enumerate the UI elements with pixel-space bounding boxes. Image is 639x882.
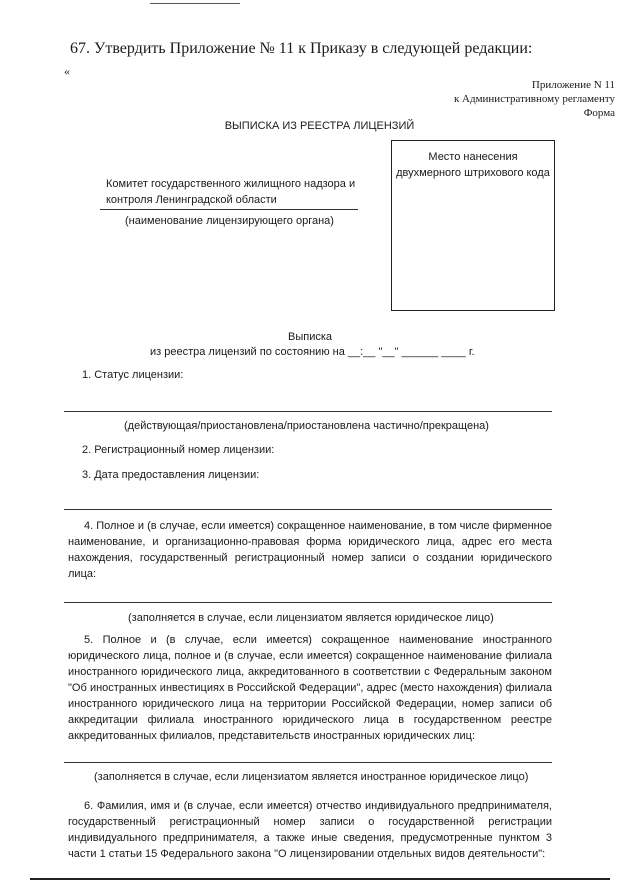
barcode-label-line1: Место нанесения xyxy=(428,151,518,163)
scan-artifact-top xyxy=(150,3,240,4)
item-license-date: 3. Дата предоставления лицензии: xyxy=(82,469,260,481)
barcode-placeholder xyxy=(391,140,555,311)
item-license-status: 1. Статус лицензии: xyxy=(82,369,184,381)
license-date-fill-line xyxy=(64,509,552,510)
scan-artifact-bottom xyxy=(30,878,610,880)
appendix-number: Приложение N 11 xyxy=(531,79,615,91)
licensing-authority-name xyxy=(106,176,376,208)
authority-caption: (наименование лицензирующего органа) xyxy=(125,215,334,227)
item-registration-number: 2. Регистрационный номер лицензии: xyxy=(82,444,275,456)
appendix-regulation: к Административному регламенту xyxy=(453,93,615,105)
legal-entity-caption: (заполняется в случае, если лицензиатом является юридическое лицо) xyxy=(128,612,494,624)
license-status-fill-line xyxy=(64,411,552,412)
barcode-label-line2: двухмерного штрихового кода xyxy=(396,167,550,179)
opening-quote: « xyxy=(64,64,70,78)
extract-date-line: из реестра лицензий по состоянию на __:__ "__" ______ ____ г. xyxy=(150,346,475,358)
item-legal-entity: 4. Полное и (в случае, если имеется) сокращенное наименование, в том числе фирменное наименование, и организационно-правовая форма юридического лица, адрес его места нахождения, государственный регистрационный номер записи о создании юридического лица: xyxy=(68,520,552,580)
appendix-form: Форма xyxy=(583,107,615,119)
foreign-entity-caption: (заполняется в случае, если лицензиатом является иностранное юридическое лицо) xyxy=(94,771,529,783)
extract-title: Выписка xyxy=(288,331,333,343)
authority-name-line2: контроля Ленинградской области xyxy=(106,194,277,206)
authority-name-line1: Комитет государственного жилищного надзора и xyxy=(106,178,356,190)
legal-entity-fill-line xyxy=(64,602,552,603)
authority-underline xyxy=(100,209,358,210)
license-status-caption: (действующая/приостановлена/приостановлена частично/прекращена) xyxy=(124,420,489,432)
amendment-heading: 67. Утвердить Приложение № 11 к Приказу в следующей редакции: xyxy=(70,40,533,57)
document-title: ВЫПИСКА ИЗ РЕЕСТРА ЛИЦЕНЗИЙ xyxy=(224,120,415,132)
item-foreign-legal-entity: 5. Полное и (в случае, если имеется) сокращенное наименование иностранного юридического лица, полное и (в случае, если имеется) сокращенное наименование филиала иностранного юридического лица, аккредитованного в соответствии с Федеральным законом "Об иностранных инвестициях в Российской Федерации", адрес (место нахождения) филиала иностранного юридического лица на территории Российской Федерации, номер записи об аккредитации филиала иностранного юридического лица в государственном реестре аккредитованных филиалов, представительств иностранных юридических лиц: xyxy=(68,634,552,742)
appendix-block xyxy=(454,78,615,120)
foreign-entity-fill-line xyxy=(64,762,552,763)
item-individual-entrepreneur: 6. Фамилия, имя и (в случае, если имеется) отчество индивидуального предпринимателя, государственный регистрационный номер записи о государственной регистрации индивидуального предпринимателя, а также иные сведения, предусмотренные пунктом 3 части 1 статьи 15 Федерального закона "О лицензировании отдельных видов деятельности": xyxy=(68,800,552,860)
